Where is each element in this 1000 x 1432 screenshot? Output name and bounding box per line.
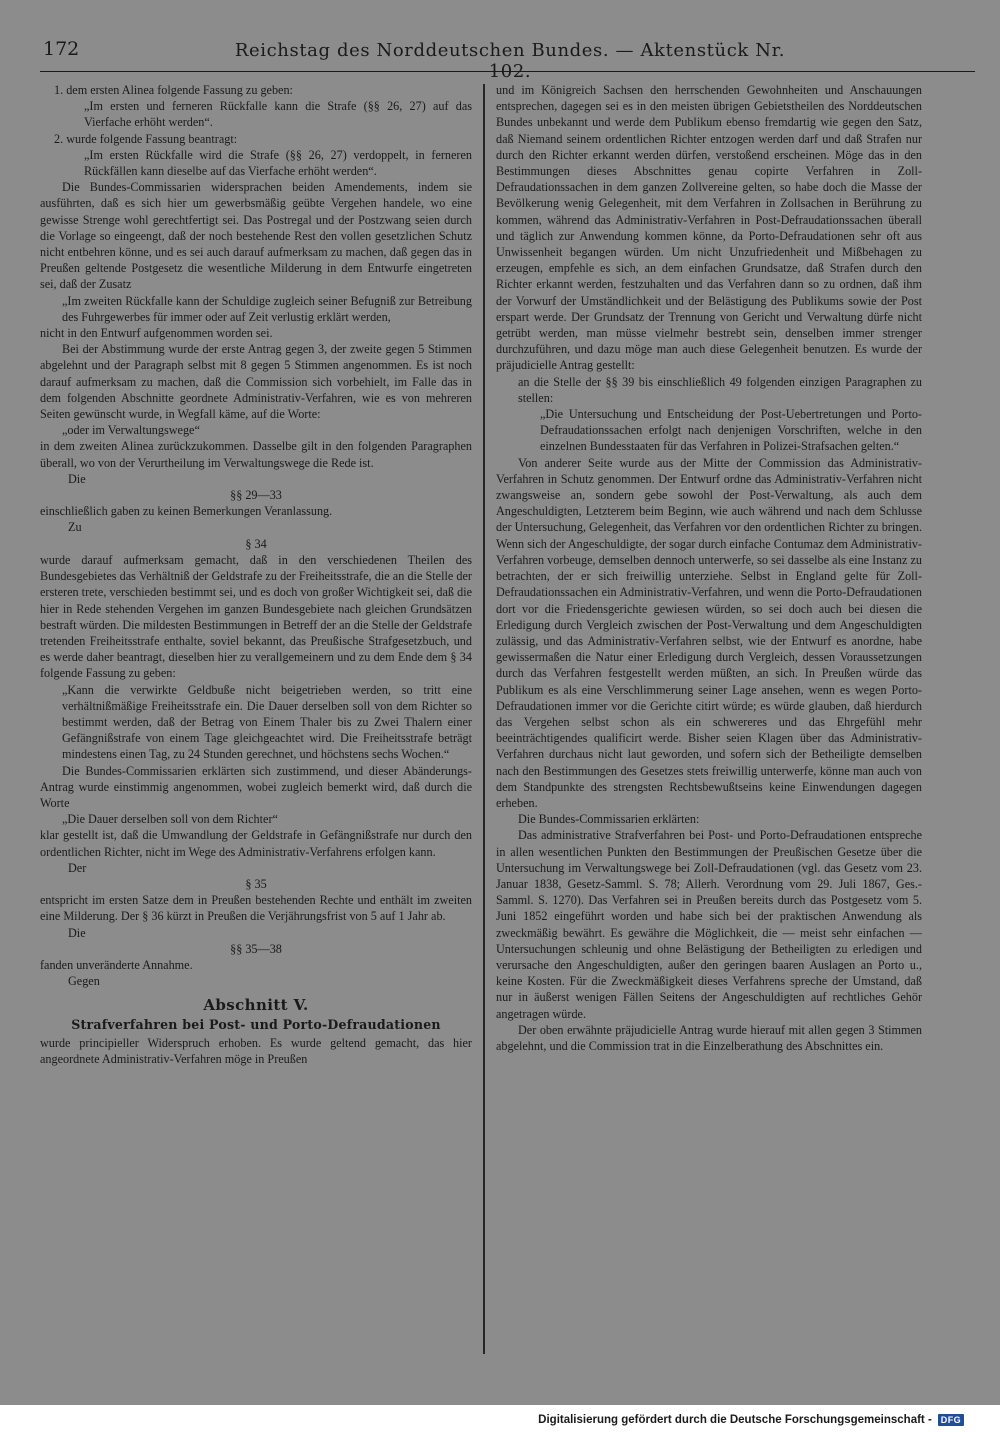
right-column (496, 82, 922, 1352)
list-item: 1. dem ersten Alinea folgende Fassung zu geben: (54, 83, 293, 97)
section-subheading: Strafverfahren bei Post- und Porto-Defraudationen (71, 1016, 441, 1032)
text-paragraph: in dem zweiten Alinea zurückzukommen. Dasselbe gilt in den folgenden Paragraphen überall, wo von der Verurtheilung im Verwaltungswege die Rede ist. (40, 439, 472, 470)
paragraph-reference: § 34 (245, 536, 267, 551)
quoted-passage: „Die Untersuchung und Entscheidung der Post-Uebertretungen und Porto-Defraudationssachen erfolgt nach denjenigen Vorschriften, welche in den einzelnen Bundesstaaten für das Verfahren in Polizei-Strafsachen gelten.“ (540, 407, 922, 454)
digitization-credit (538, 1412, 964, 1428)
text-paragraph: klar gestellt ist, daß die Umwandlung der Geldstrafe in Gefängnißstrafe nur durch den ordentlichen Richter, nicht im Wege des Administrativ-Verfahrens erfolgen kann. (40, 828, 472, 859)
quoted-passage: „Im zweiten Rückfalle kann der Schuldige zugleich seiner Befugniß zur Betreibung des Fuhrgewerbes für immer oder auf Zeit verlustig erklärt werden, (62, 293, 472, 324)
text-paragraph: Bei der Abstimmung wurde der erste Antrag gegen 3, der zweite gegen 5 Stimmen abgelehnt und der Paragraph selbst mit 8 gegen 5 Stimmen angenommen. Es ist noch darauf aufmerksam zu machen, daß die Commission sich vorbehielt, im Falle das in dem folgenden Abschnitte geordnete Administrativ-Verfahren, wie es von mehreren Seiten gewünscht wurde, in Wegfall käme, auf die Worte: (40, 342, 472, 422)
lead-word: Die (68, 471, 86, 486)
text-paragraph: Das administrative Strafverfahren bei Post- und Porto-Defraudationen entspreche in allen wesentlichen Punkten den Bestimmungen der Preußischen Gesetze über die Untersuchung im Verwaltungswege bei Zoll-Defraudationen (vgl. das Gesetz vom 23. Januar 1838, Gesetz-Samml. S. 78; Allerh. Verordnung vom 29. Juli 1867, Ges.-Samml. S. 1270). Das Verfahren sei in Preußen bereits durch das Postgesetz vom 5. Juni 1852 eingeführt worden und habe sich bei der praktischen Anwendung als zweckmäßig bewährt. Es gewähre die Möglichkeit, die — meist sehr einfachen — Untersuchungen schleunig und ohne Belästigung der Betheiligten zu erledigen und verursache den Angeschuldigten, außer den geringen baaren Auslagen an Porto u., keine Kosten. Für die Zweckmäßigkeit dieses Verfahrens spreche der Umstand, daß nur in äußerst wenigen Fällen Seitens der Angeschuldigten auf rechtliches Gehör angetragen würde. (496, 828, 922, 1021)
credit-text: Digitalisierung gefördert durch die Deutsche Forschungsgemeinschaft - (538, 1414, 932, 1426)
quoted-passage: „Im ersten und ferneren Rückfalle kann die Strafe (§§ 26, 27) auf das Vierfache erhöht werden“. (84, 99, 472, 130)
text-paragraph: fanden unveränderte Annahme. (40, 957, 193, 972)
text-paragraph: Von anderer Seite wurde aus der Mitte der Commission das Administrativ-Verfahren in Schutz genommen. Der Entwurf ordne das Administrativ-Verfahren nicht zwangsweise an, sondern gebe sowohl der Post-Verwaltung, als auch dem Angeschuldigten, Letzterem beim Beginn, wie auch während und nach dem Schlusse der Untersuchung, Gelegenheit, das Verfahren vor den ordentlichen Richter zu bringen. Wenn sich der Angeschuldigte, der sogar durch einfache Contumaz dem Administrativ-Verfahren vorbeuge, demselben dennoch unterwerfe, so sei dasselbe als eine Instanz zu betrachten, der er sich freiwillig unterziehe. Selbst in England gelte für Zoll-Defraudationssachen ein Administrativ-Verfahren, und wenn die Porto-Defraudationen dort vor die Friedensgerichte gewiesen würden, so sei doch auch bei diesen die Erledigung durch Vergleich zwischen der Post-Verwaltung und dem Angeschuldigten zulässig, und das Administrativ-Verfahren selbst, wie der Entwurf es anordne, habe gewissermaßen die Natur einer Erledigung durch Vergleich, dessen Voraussetzungen durch das Verfahren festgestellt werden müßten, an sich. In Preußen würde das Publikum es als eine Verschlimmerung seiner Lage ansehen, wenn es wegen Porto-Defraudationen immer vor die Gerichte citirt würde; es würde glauben, daß hierdurch das Vergehen selbst schon als ein schwereres und das Ehrgefühl mehr beeinträchtigendes qualificirt werde. Bisher seien Klagen über das Administrativ-Verfahren durchaus nicht laut geworden, und sofern sich der Betheiligte demselben nach den Bestimmungen des Gesetzes stets freiwillig unterwerfe, könne man auch von dem Standpunkte des strengsten Rechtsbewußtseins keine Einwendungen dagegen erheben. (496, 455, 922, 810)
text-paragraph: Die Bundes-Commissarien erklärten sich zustimmend, und dieser Abänderungs-Antrag wurde einstimmig angenommen, wobei zugleich bemerkt wird, daß durch die Worte (40, 763, 472, 810)
page-number: 172 (43, 38, 80, 60)
section-heading: Abschnitt V. (203, 996, 309, 1015)
text-paragraph: wurde darauf aufmerksam gemacht, daß in den verschiedenen Theilen des Bundesgebietes das Verhältniß der Geldstrafe zu der Freiheitsstrafe, die an die Stelle der ersteren trete, verschieden bestimmt sei, und es doch von großer Wichtigkeit sei, daß die hier in Rede stehenden Vergehen im ganzen Bundesgebiete nach gleichen Grundsätzen bestraft würden. Die mildesten Bestimmungen in Betreff der an die Stelle der Geldstrafe tretenden Freiheitsstrafe enthalte, soviel bekannt, das Preußische Strafgesetzbuch, und es werde daher beantragt, dieselben hier zu verallgemeinern und zu dem Ende dem § 34 folgende Fassung zu geben: (40, 552, 472, 681)
paragraph-reference: § 35 (245, 876, 267, 891)
lead-word: Zu (68, 520, 82, 535)
text-paragraph: Die Bundes-Commissarien erklärten: (518, 812, 700, 827)
paragraph-reference: §§ 29—33 (230, 488, 282, 503)
page-header (40, 38, 975, 82)
lead-word: Die (68, 925, 86, 940)
text-paragraph: nicht in den Entwurf aufgenommen worden sei. (40, 326, 273, 341)
text-paragraph: Der oben erwähnte präjudicielle Antrag wurde hierauf mit allen gegen 3 Stimmen abgelehnt, und die Commission trat in die Einzelberathung des Abschnittes ein. (496, 1022, 922, 1053)
paragraph-reference: §§ 35—38 (230, 941, 282, 956)
text-paragraph: einschließlich gaben zu keinen Bemerkungen Veranlassung. (40, 504, 333, 519)
quoted-passage: „Die Dauer derselben soll von dem Richter“ (62, 812, 278, 827)
text-paragraph: wurde principieller Widerspruch erhoben. Es wurde geltend gemacht, das hier angeordnete Administrativ-Verfahren möge in Preußen (40, 1035, 472, 1066)
running-head: Reichstag des Norddeutschen Bundes. — Aktenstück Nr. 102. (234, 40, 786, 82)
quoted-passage: an die Stelle der §§ 39 bis einschließlich 49 folgenden einzigen Paragraphen zu stellen: (518, 374, 922, 405)
lead-word: Gegen (68, 974, 100, 989)
dfg-logo: DFG (938, 1414, 964, 1426)
text-paragraph: entspricht im ersten Satze dem in Preußen bestehenden Rechte und enthält im zweiten eine Milderung. Der § 36 kürzt in Preußen die Verjährungsfrist von 5 auf 1 Jahr ab. (40, 893, 472, 924)
quoted-passage: „Kann die verwirkte Geldbuße nicht beigetrieben werden, so tritt eine verhältnißmäßige Freiheitsstrafe ein. Die Dauer derselben soll von dem Richter so bestimmt werden, daß der Betrag von Einem Thaler bis zu Zwei Thalern einer Gefängnißstrafe von einem Tage gleichgeachtet wird. Die Freiheitsstrafe beträgt mindestens einen Tag, zu 24 Stunden gerechnet, und höchstens sechs Wochen.“ (62, 682, 472, 762)
quoted-passage: „Im ersten Rückfalle wird die Strafe (§§ 26, 27) verdoppelt, in ferneren Rückfällen kann dieselbe auf das Vierfache erhöht werden“. (84, 147, 472, 179)
column-divider (483, 84, 485, 1354)
left-column (40, 82, 472, 1352)
text-paragraph: Die Bundes-Commissarien widersprachen beiden Amendements, indem sie ausführten, daß es sich hier um gewerbsmäßig geübte Vergehen handele, wo eine gewisse Strenge wohl gerechtfertigt sei. Das Postregal und der Postzwang seien durch die Vorlage so eingeengt, daß der noch bestehende Rest den vollen gesetzlichen Schutz nicht entbehren könne, und es sei auch darauf aufmerksam zu machen, daß gegen das in Preußen geltende Postgesetz die wesentliche Milderung in dem Entwurfe eingetreten sei, daß der Zusatz (40, 180, 472, 292)
list-item: 2. wurde folgende Fassung beantragt: (54, 131, 238, 146)
text-paragraph: und im Königreich Sachsen den herrschenden Gewohnheiten und Anschauungen entsprechen, dagegen sei es in den meisten übrigen Gebietstheilen des Norddeutschen Bundes unbekannt und werde dem Publikum ebenso fremdartig wie gegen den Satz, daß Niemand seinem ordentlichen Richter entzogen werden darf und daß Strafen nur durch den Richter erkannt werden dürfen, verstoßend erscheinen. Möge das in den Bestimmungen dieses Abschnittes genau copirte Verfahren in Zoll-Defraudationssachen in dem ganzen Zollvereine gelten, so habe doch die Masse der Bevölkerung wenig Gelegenheit, mit dem Verfahren in Zollsachen in Berührung zu kommen, während das Administrativ-Verfahren in Post-Defraudationssachen überall und täglich zur Anwendung kommen könne, da Porto-Defraudationen sehr oft aus Unwissenheit begangen würden. Um nicht Unzufriedenheit und Mißbehagen zu erzeugen, empfehle es sich, an dem einfachen Grundsatze, daß Strafen durch den Richter erkannt werden, festzuhalten und das Verfahren dann so zu ordnen, daß ihm der Vorwurf der Umständlichkeit und der Belästigung des Publikums sowie der Post erspart werde. Der Grundsatz der Trennung von Gericht und Verwaltung dürfe nicht getrübt werden, man müsse vielmehr bestrebt sein, denselben immer strenger durchzuführen, und dazu möge man auch diese Gelegenheit benutzen. Es wurde der präjudicielle Antrag gestellt: (496, 83, 922, 373)
lead-word: Der (68, 860, 87, 875)
quoted-passage: „oder im Verwaltungswege“ (62, 423, 200, 438)
